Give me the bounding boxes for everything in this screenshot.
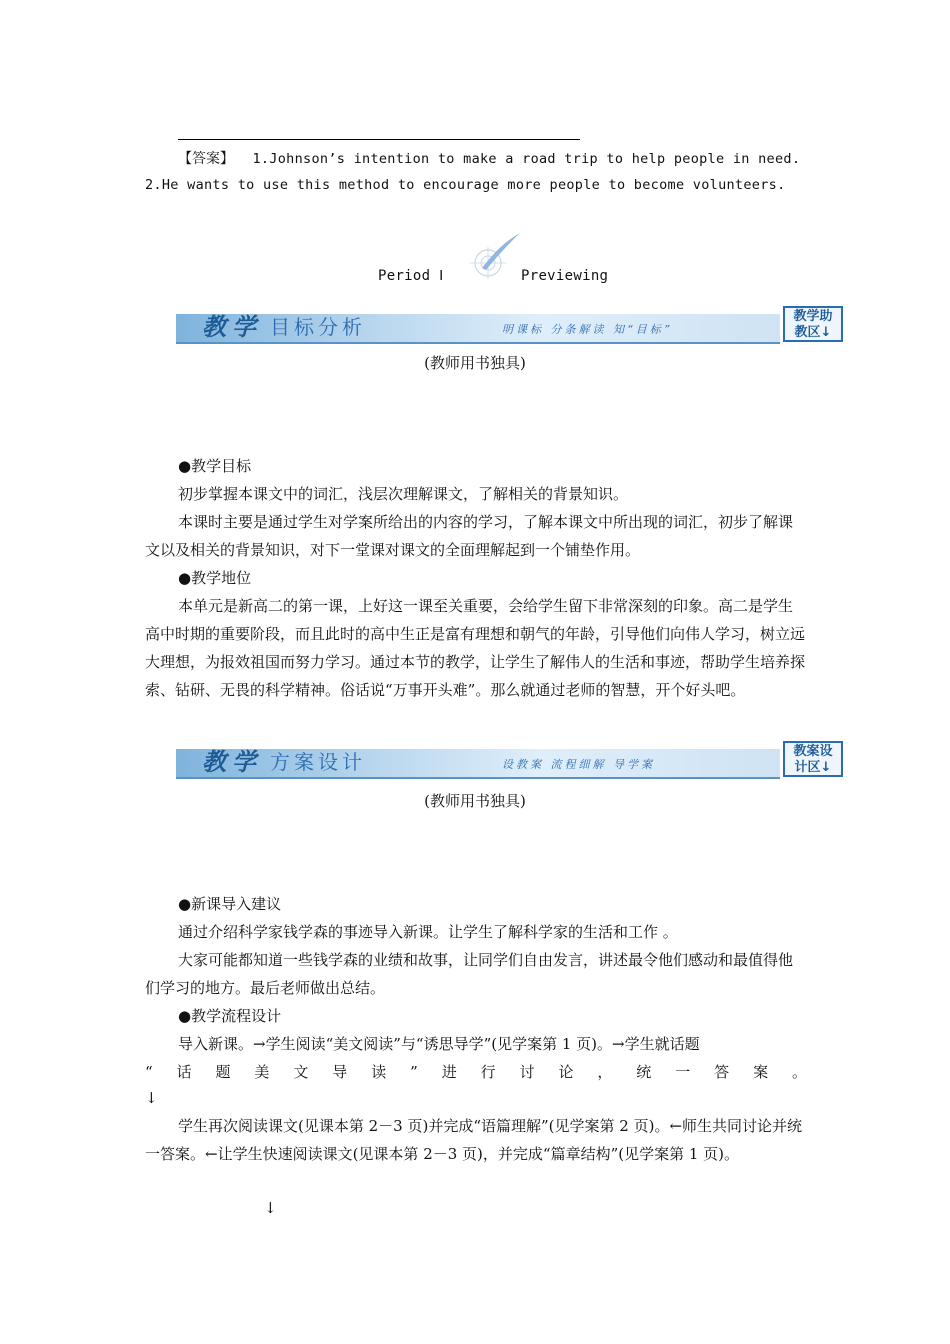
flow-line-1: 导入新课。→学生阅读“美文阅读”与“诱思导学”(见学案第 1 页)。→学生就话题 [178,1035,700,1053]
heading-teaching-position: ●教学地位 [178,569,252,587]
heading-teaching-goals: ●教学目标 [178,457,252,475]
flow-line-2-char: ， [597,1063,613,1081]
flow-line-2-char: 文 [293,1063,309,1081]
flow-line-2-char: 统 [636,1063,652,1081]
heading-flow-design: ●教学流程设计 [178,1007,282,1025]
banner-bar [176,314,780,344]
banner-title-bold: 教学 [202,747,262,776]
flow-line-2-char: 进 [441,1063,457,1081]
flow-line-2-char: 答 [714,1063,730,1081]
goals-para-1: 初步掌握本课文中的词汇，浅层次理解课文，了解相关的背景知识。 [178,485,629,503]
section-banner-objectives [176,305,848,349]
flow-line-2-char: 美 [254,1063,270,1081]
flow-line-2-char: 讨 [519,1063,535,1081]
flow-line-2-char: 读 [371,1063,387,1081]
compass-logo-icon [460,230,524,280]
flow-line-2-char: 。 [791,1063,807,1081]
banner-slogan: 明课标 分条解读 知“目标” [502,323,673,336]
flow-line-2-char: ” [410,1063,418,1081]
banner-slogan: 设教案 流程细解 导学案 [502,758,655,771]
banner-title: 方案设计 [270,750,366,774]
flow-line-2-char: 一 [675,1063,691,1081]
flow-line-2-char: 导 [332,1063,348,1081]
banner-title-bold: 教学 [202,312,262,341]
box-line-1: 教学助 [793,309,833,324]
intro-para-2: 大家可能都知道一些钱学森的业绩和故事，让同学们自由发言，讲述最令他们感动和最值得他们学习的地方。最后老师做出总结。 [145,951,794,997]
intro-para-1: 通过介绍科学家钱学森的事迹导入新课。让学生了解科学家的生活和工作 。 [178,923,678,941]
banner-zone-box [783,306,843,342]
answer-label: 【答案】 [178,151,234,167]
banner-bar [176,749,780,779]
teacher-only-note-2: (教师用书独具) [424,792,526,810]
box-line-1: 教案设 [793,744,833,759]
flow-line-2-char: 题 [215,1063,231,1081]
banner-zone-box [783,741,843,777]
teacher-only-note-1: (教师用书独具) [424,354,526,372]
position-para: 本单元是新高二的第一课，上好这一课至关重要，会给学生留下非常深刻的印象。高二是学生高中时期的重要阶段，而且此时的高中生正是富有理想和朝气的年龄，引导他们向伟人学习，树立远大理想，为报效祖国而努力学习。通过本节的教学，让学生了解伟人的生活和事迹，帮助学生培养探索、钻研、无畏的科学精神。俗话说“万事开头难”。那么就通过老师的智慧，开个好头吧。 [145,597,806,699]
answer-line-1 [178,148,800,168]
flow-line-2-char: “ [145,1063,153,1081]
heading-lesson-intro: ●新课导入建议 [178,895,282,913]
banner-title: 目标分析 [270,315,366,339]
answer-text-1: 1.Johnson’s intention to make a road trip to help people in need. [252,151,801,167]
down-arrow-icon: ↓ [264,1199,277,1217]
flow-line-2-char: 行 [480,1063,496,1081]
top-rule [178,139,580,140]
flow-line-2 [145,1058,807,1086]
flow-line-2-char: 话 [176,1063,192,1081]
flow-line-2-char: 案 [753,1063,769,1081]
box-line-2: 计区↓ [794,760,832,775]
period-left: Period Ⅰ [378,268,444,284]
section-banner-design [176,740,848,784]
goals-para-2: 本课时主要是通过学生对学案所给出的内容的学习，了解本课文中所出现的词汇，初步了解课文以及相关的背景知识，对下一堂课对课文的全面理解起到一个铺垫作用。 [145,513,794,559]
flow-para-3: 学生再次阅读课文(见课本第 2－3 页)并完成“语篇理解”(见学案第 2 页)。←师生共同讨论并统一答案。←让学生快速阅读课文(见课本第 2－3 页)，并完成“篇章结构”(见学案第 1 页)。 [145,1117,803,1163]
box-line-2: 教区↓ [794,325,832,340]
period-right: Previewing [521,268,609,284]
down-arrow-icon: ↓ [145,1089,158,1107]
answer-line-2: 2.He wants to use this method to encourage more people to become volunteers. [145,177,786,193]
flow-line-2-char: 论 [558,1063,574,1081]
